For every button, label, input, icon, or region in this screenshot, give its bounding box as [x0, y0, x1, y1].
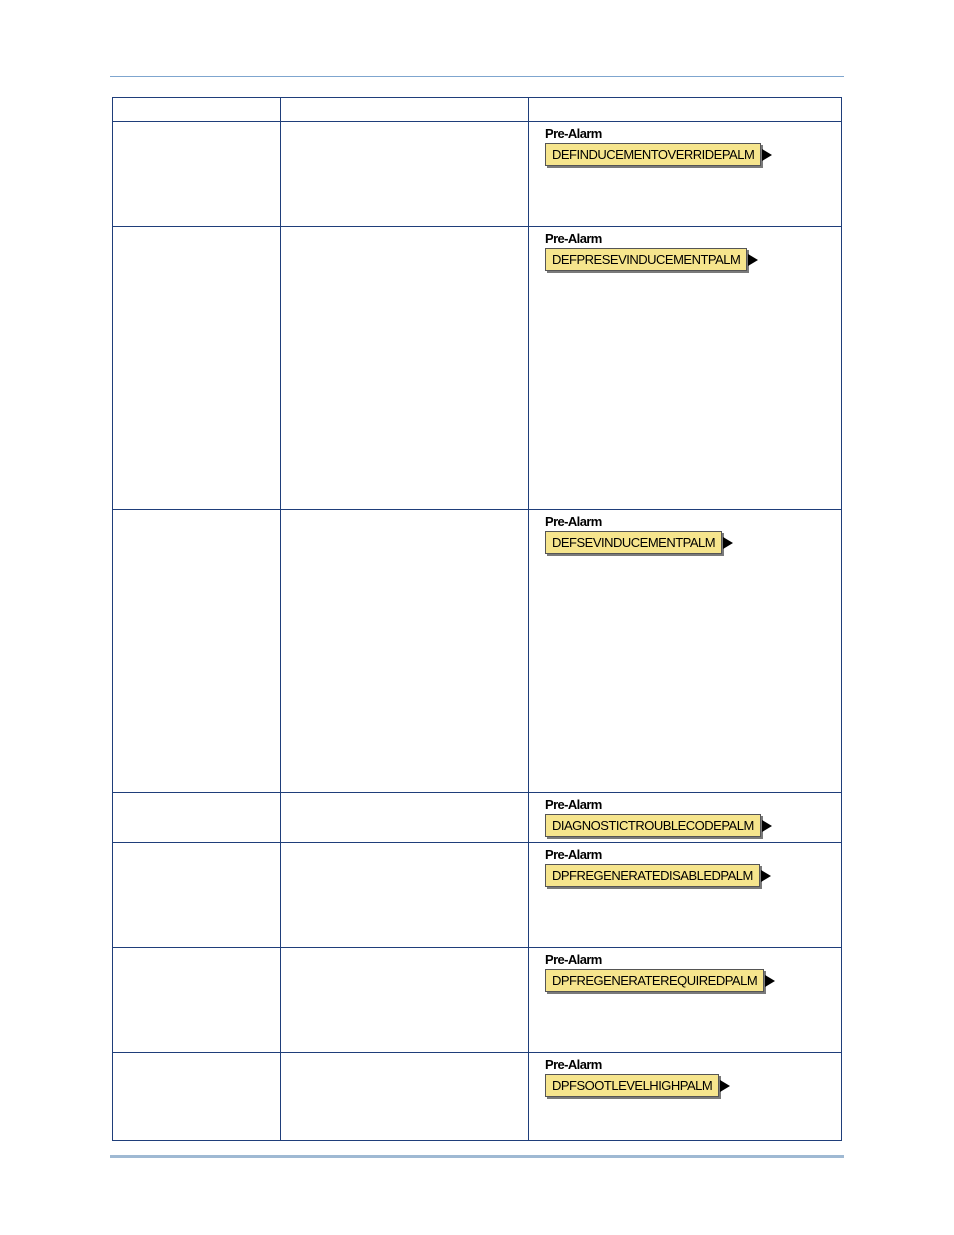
logic-element[interactable]: [545, 864, 771, 887]
logic-cell: [529, 948, 842, 1053]
pre-alarm-label: Pre-Alarm: [545, 231, 602, 246]
output-arrow-icon: [762, 820, 772, 832]
output-arrow-icon: [762, 149, 772, 161]
table-row: [113, 1053, 842, 1141]
output-arrow-icon: [723, 537, 733, 549]
logic-cell: [529, 122, 842, 227]
logic-element[interactable]: [545, 969, 775, 992]
footer-rule: [110, 1155, 844, 1158]
logic-cell: [529, 227, 842, 510]
table-row: [113, 122, 842, 227]
logic-cell: [529, 510, 842, 793]
table-row: [113, 843, 842, 948]
header-cell-3: [529, 98, 842, 122]
header-cell-1: [113, 98, 281, 122]
description-cell: [281, 843, 529, 948]
name-cell: [113, 227, 281, 510]
description-cell: [281, 1053, 529, 1141]
header-cell-2: [281, 98, 529, 122]
logic-element-label: DIAGNOSTICTROUBLECODEPALM: [545, 814, 761, 837]
name-cell: [113, 843, 281, 948]
table-row: [113, 948, 842, 1053]
name-cell: [113, 793, 281, 843]
table-row: [113, 227, 842, 510]
table-row: [113, 510, 842, 793]
output-arrow-icon: [761, 870, 771, 882]
description-cell: [281, 510, 529, 793]
name-cell: [113, 510, 281, 793]
pre-alarm-label: Pre-Alarm: [545, 1057, 602, 1072]
name-cell: [113, 122, 281, 227]
logic-element-label: DEFINDUCEMENTOVERRIDEPALM: [545, 143, 761, 166]
output-arrow-icon: [765, 975, 775, 987]
logic-element[interactable]: [545, 248, 758, 271]
logic-element-label: DPFREGENERATEDISABLEDPALM: [545, 864, 760, 887]
logic-cell: [529, 793, 842, 843]
output-arrow-icon: [720, 1080, 730, 1092]
pre-alarm-label: Pre-Alarm: [545, 126, 602, 141]
logic-element[interactable]: [545, 1074, 730, 1097]
description-cell: [281, 122, 529, 227]
table-header-row: [113, 98, 842, 122]
pre-alarm-label: Pre-Alarm: [545, 797, 602, 812]
description-cell: [281, 948, 529, 1053]
pre-alarm-label: Pre-Alarm: [545, 952, 602, 967]
logic-element-label: DEFPRESEVINDUCEMENTPALM: [545, 248, 747, 271]
logic-element-label: DPFREGENERATEREQUIREDPALM: [545, 969, 764, 992]
output-arrow-icon: [748, 254, 758, 266]
logic-element[interactable]: [545, 531, 733, 554]
logic-cell: [529, 843, 842, 948]
pre-alarm-label: Pre-Alarm: [545, 514, 602, 529]
logic-element-label: DPFSOOTLEVELHIGHPALM: [545, 1074, 719, 1097]
logic-element[interactable]: [545, 143, 772, 166]
name-cell: [113, 948, 281, 1053]
table-row: [113, 793, 842, 843]
name-cell: [113, 1053, 281, 1141]
logic-element-label: DEFSEVINDUCEMENTPALM: [545, 531, 722, 554]
description-cell: [281, 227, 529, 510]
alarm-logic-table: [112, 97, 842, 1141]
logic-cell: [529, 1053, 842, 1141]
header-rule: [110, 76, 844, 77]
description-cell: [281, 793, 529, 843]
pre-alarm-label: Pre-Alarm: [545, 847, 602, 862]
logic-element[interactable]: [545, 814, 772, 837]
